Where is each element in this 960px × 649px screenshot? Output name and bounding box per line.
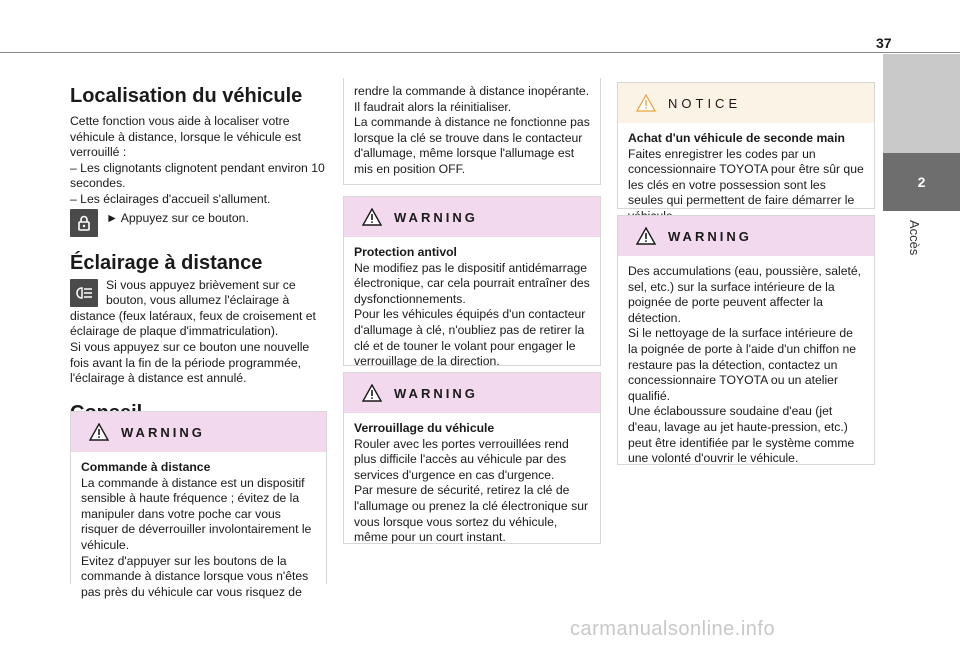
warning-triangle-icon [362, 384, 382, 402]
warning-header [344, 373, 600, 413]
warning-label: Commande à distance [81, 460, 211, 474]
warning-box-door-handle [617, 215, 875, 465]
heading-localisation: Localisation du véhicule [70, 85, 303, 107]
eclairage-block [70, 278, 326, 387]
warning-triangle-icon [636, 227, 656, 245]
warning-box-verrouillage [343, 372, 601, 544]
warning-continued-body [344, 78, 600, 188]
warning-header [618, 216, 874, 256]
header-rule [0, 52, 960, 53]
warning-box-antivol [343, 196, 601, 369]
notice-triangle-icon [636, 94, 656, 112]
warning-title: WARNING [394, 385, 478, 401]
warning-header [71, 412, 326, 452]
warning-label: Verrouillage du véhicule [354, 421, 495, 435]
column-1 [70, 84, 326, 425]
warning-triangle-icon [89, 423, 109, 441]
warning-body [71, 452, 326, 610]
localisation-step-text: ► Appuyez sur ce bouton. [106, 210, 249, 225]
heading-eclairage: Éclairage à distance [70, 251, 263, 274]
notice-box [617, 82, 875, 209]
warning-title: WARNING [668, 228, 752, 244]
notice-header [618, 83, 874, 123]
warning-body [618, 256, 874, 477]
warning-text: Ne modifiez pas le dispositif antidémarrage électronique, car cela pourrait entraîner des dysfonctionnements. Pour les véhicules équipés d'un contacteur d'allumage à clé, n'oubliez pas de retirer la clé et de touner le volant pour engager le verrouillage de la direction. [354, 260, 590, 369]
chapter-tab-number: 2 [883, 153, 960, 211]
warning-triangle-icon [362, 208, 382, 226]
localisation-text: Cette fonction vous aide à localiser votre véhicule à distance, lorsque le véhicule est verrouillé : [70, 114, 302, 160]
warning-text: Rouler avec les portes verrouillées rend plus difficile l'accès au véhicule par des services d'urgence en cas d'urgence. Par mesure de sécurité, retirez la clé de l'allumage ou prenez la clé électronique sur vous lorsque vous sortez du véhicule, même pour un court instant. [354, 436, 589, 545]
warning-box-remote [70, 411, 327, 599]
notice-title: NOTICE [668, 95, 742, 111]
watermark-link[interactable]: carmanualsonline.info [570, 618, 776, 640]
warning-text: Des accumulations (eau, poussière, saleté, sel, etc.) sur la surface intérieure de la poignée de porte peuvent affecter la détection. Si le nettoyage de la surface intérieure de la poignée de porte à l'aide d'un chiffon ne restaure pas la détection, contactez un concessionnaire TOYOTA ou un atelier qualifié. Une éclaboussure soudaine d'eau (jet d'eau, lavage au jet haute-pression, etc.) peut être identifiée par le système comme une volonté d'ouvrir le véhicule. [628, 264, 862, 466]
warning-continued-text: rendre la commande à distance inopérante. Il faudrait alors la réinitialiser. La commande à distance ne fonctionne pas lorsque la clé se trouve dans le contacteur d'allumage, même lorsque l'allumage est mis en position OFF. [354, 84, 590, 176]
eclairage-text-1: Si vous appuyez brièvement sur ce bouton, vous allumez l'éclairage à distance (feux latéraux, feux de croisement et éclairage de plaque d'immatriculation). [70, 277, 316, 339]
lock-button-icon [70, 209, 98, 237]
chapter-tab-label: Accès [907, 220, 922, 256]
warning-title: WARNING [121, 424, 205, 440]
notice-text: Faites enregistrer les codes par un concessionnaire TOYOTA pour être sûr que les clés en votre possession sont les seules qui permettent de faire démarrer le [628, 146, 864, 208]
warning-body [344, 237, 600, 380]
localisation-bullet-2: – Les éclairages d'accueil s'allument. [70, 191, 271, 206]
warning-text: La commande à distance est un dispositif sensible à haute fréquence ; évitez de la manipuler dans votre poche car vous risquer de déverrouiller involontairement le véhicule. Evitez d'appuyer sur les boutons de la commande à distance lorsque vous n'êtes pas près du véhicule car vous risquez de [81, 475, 312, 599]
localisation-bullet-1: – Les clignotants clignotent pendant environ 10 secondes. [70, 160, 325, 191]
notice-label: Achat d'un véhicule de seconde main [628, 131, 845, 145]
warning-header [344, 197, 600, 237]
warning-title: WARNING [394, 209, 478, 225]
warning-body [344, 413, 600, 556]
localisation-step [70, 209, 326, 237]
warning-label: Protection antivol [354, 245, 457, 259]
eclairage-text-2: Si vous appuyez sur ce bouton une nouvelle fois avant la fin de la période programmée, l'éclairage à distance est annulé. [70, 339, 310, 386]
page-number: 37 [876, 35, 892, 51]
warning-box-remote-continued [343, 78, 601, 185]
headlight-button-icon [70, 279, 98, 307]
